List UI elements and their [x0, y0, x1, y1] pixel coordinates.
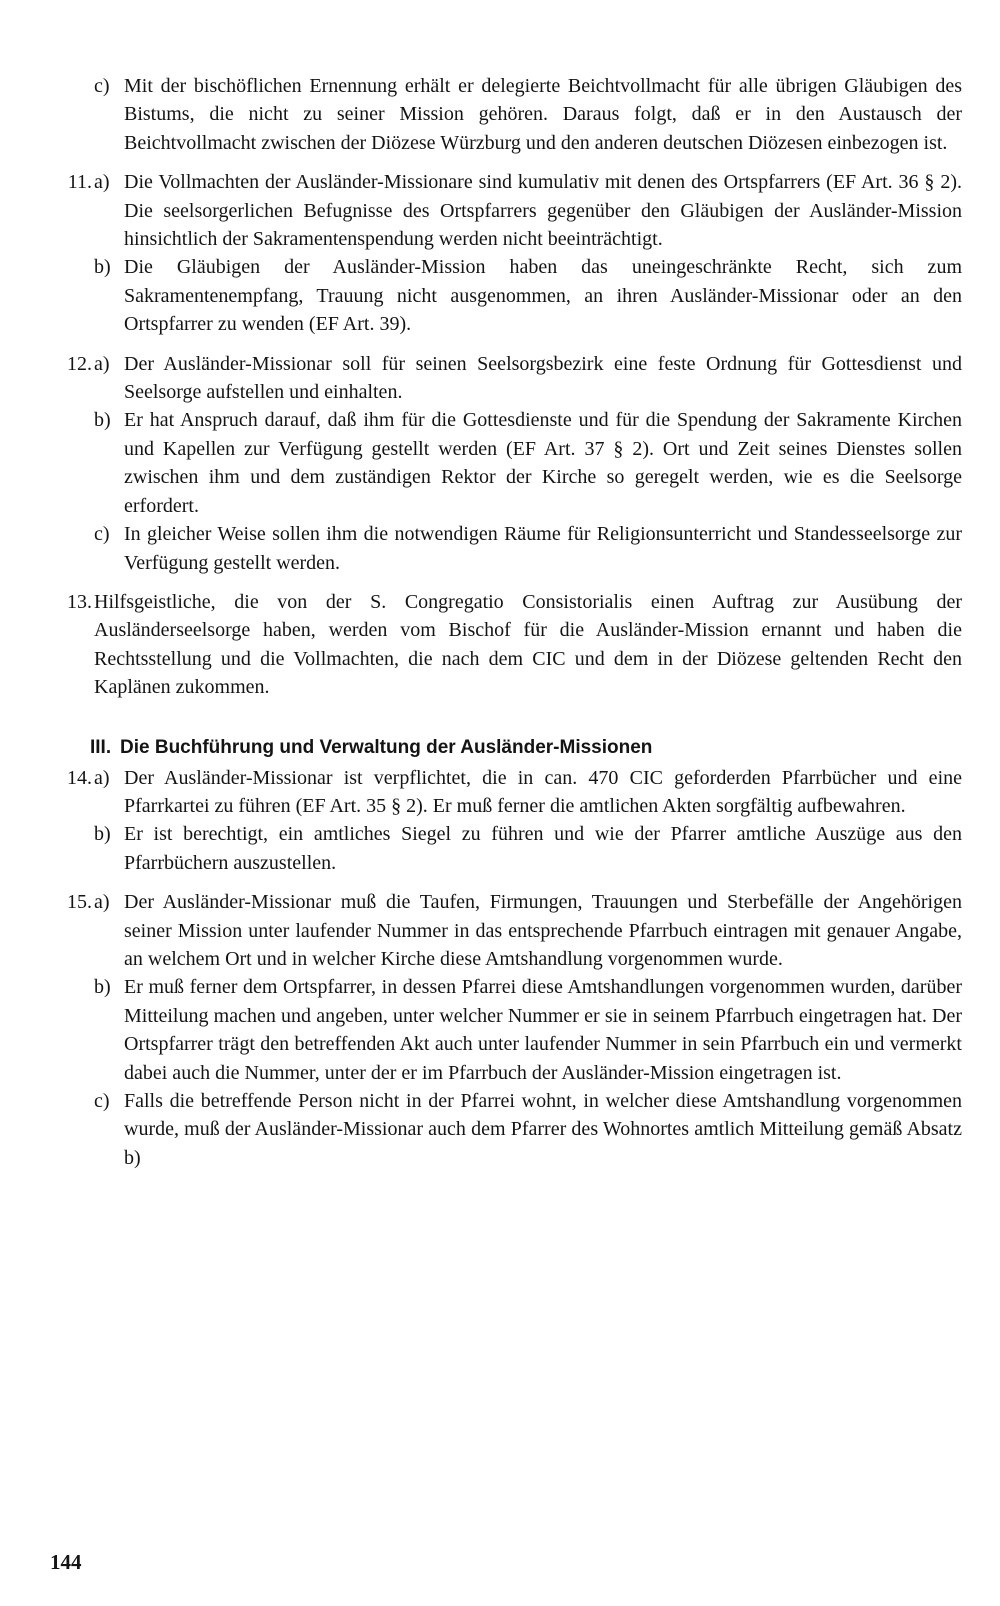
subsection-letter: c)	[94, 1090, 110, 1112]
subsection-letter: b)	[94, 823, 111, 846]
subsection-letter: c)	[94, 75, 110, 97]
paragraph-11a	[42, 168, 962, 253]
section-number: 14.	[67, 766, 92, 789]
paragraph-text: Er hat Anspruch darauf, daß ihm für die Gottesdienste und für die Spendung der Sakramente Kirchen und Kapellen zur Verfügung gestellt werden (EF Art. 37 § 2). Ort und Zeit seines Dienstes sollen zwischen ihm und dem zuständigen Rektor der Kirche so geregelt werden, wie es die Seelsorge erfordert.	[124, 409, 962, 517]
section-number: 11.	[67, 171, 92, 194]
section-number: 15.	[67, 891, 92, 914]
section-number	[42, 253, 94, 338]
paragraph-text: Hilfsgeistliche, die von der S. Congregatio Consistorialis einen Auftrag zur Ausübung der Ausländerseelsorge haben, werden vom Bischof für die Ausländer-Mission ernannt und haben die Rechtsstellung und die Vollmachten, die nach dem CIC und dem in der Diözese geltenden Recht den Kaplänen zukommen.	[94, 590, 962, 699]
subsection-letter: a)	[94, 352, 110, 375]
paragraph-10c	[42, 72, 962, 157]
subsection-letter: c)	[94, 523, 110, 546]
subsection-letter: a)	[94, 171, 110, 194]
subsection-letter: a)	[94, 891, 110, 914]
paragraph-13	[42, 588, 962, 702]
paragraph-15b	[42, 973, 962, 1087]
paragraph-15a	[42, 888, 962, 973]
paragraph-text: Mit der bischöflichen Ernennung erhält er delegierte Beichtvollmacht für alle übrigen Gläubigen des Bistums, die nicht zu seiner Mission gehören. Daraus folgt, daß er in den Austausch der Beichtvollmacht zwischen der Diözese Würzburg und den anderen deutschen Diözesen einbezogen ist.	[124, 75, 962, 154]
paragraph-12b	[42, 406, 962, 520]
section-heading	[90, 734, 962, 762]
paragraph-14a	[42, 764, 962, 821]
section-number	[42, 520, 94, 577]
section-number	[42, 820, 94, 877]
paragraph-15c	[42, 1087, 962, 1172]
paragraph-text: In gleicher Weise sollen ihm die notwendigen Räume für Religionsunterricht und Standesseelsorge zur Verfügung gestellt werden.	[124, 523, 962, 574]
paragraph-11b	[42, 253, 962, 338]
heading-number: III.	[90, 736, 112, 758]
section-number	[42, 72, 94, 157]
subsection-letter: b)	[94, 256, 111, 279]
subsection-letter: b)	[94, 976, 111, 999]
subsection-letter: b)	[94, 409, 111, 432]
page-number: 144	[50, 1550, 82, 1574]
paragraph-text: Er muß ferner dem Ortspfarrer, in dessen Pfarrei diese Amtshandlungen vorgenommen wurden, darüber Mitteilung machen und angeben, unter welcher Nummer er sie in seinem Pfarrbuch eingetragen hat. Der Ortspfarrer trägt den betreffenden Akt auch unter laufender Nummer in sein Pfarrbuch ein und vermerkt dabei auch die Nummer, unter der er im Pfarrbuch der Ausländer-Mission eingetragen ist.	[124, 976, 962, 1084]
paragraph-text: Er ist berechtigt, ein amtliches Siegel zu führen und wie der Pfarrer amtliche Auszüge aus den Pfarrbüchern auszustellen.	[124, 823, 962, 874]
paragraph-text: Der Ausländer-Missionar ist verpflichtet, die in can. 470 CIC geforderden Pfarrbücher und eine Pfarrkartei zu führen (EF Art. 35 § 2). Er muß ferner die amtlichen Akten sorgfältig aufbewahren.	[124, 766, 962, 817]
section-number	[42, 973, 94, 1087]
paragraph-text: Falls die betreffende Person nicht in der Pfarrei wohnt, in welcher diese Amtshandlung vorgenommen wurde, muß der Ausländer-Missionar auch dem Pfarrer des Wohnortes amtlich Mitteilung gemäß Absatz b)	[124, 1090, 962, 1169]
section-number: 12.	[67, 352, 92, 375]
heading-text: Die Buchführung und Verwaltung der Ausländer-Missionen	[120, 736, 653, 758]
page-content	[42, 72, 962, 1172]
section-number	[42, 1087, 94, 1172]
paragraph-text: Die Vollmachten der Ausländer-Missionare sind kumulativ mit denen des Ortspfarrers (EF Art. 36 § 2). Die seelsorgerlichen Befugnisse des Ortspfarrers gegenüber den Gläubigen der Ausländer-Mission hinsichtlich der Sakramentenspendung werden nicht beeinträchtigt.	[124, 171, 962, 251]
paragraph-12c	[42, 520, 962, 577]
subsection-letter: a)	[94, 766, 110, 789]
section-number: 13.	[67, 590, 92, 613]
section-number	[42, 406, 94, 520]
paragraph-14b	[42, 820, 962, 877]
paragraph-text: Der Ausländer-Missionar soll für seinen Seelsorgsbezirk eine feste Ordnung für Gottesdienst und Seelsorge aufstellen und einhalten.	[124, 352, 962, 404]
paragraph-12a	[42, 350, 962, 407]
paragraph-text: Der Ausländer-Missionar muß die Taufen, Firmungen, Trauungen und Sterbefälle der Angehörigen seiner Mission unter laufender Nummer in das entsprechende Pfarrbuch eintragen mit genauer Angabe, an welchem Ort und in welcher Kirche diese Amtshandlung vorgenommen wurde.	[124, 891, 962, 970]
paragraph-text: Die Gläubigen der Ausländer-Mission haben das uneingeschränkte Recht, sich zum Sakramentenempfang, Trauung nicht ausgenommen, an ihren Ausländer-Missionar oder an den Ortspfarrer zu wenden (EF Art. 39).	[124, 256, 962, 336]
